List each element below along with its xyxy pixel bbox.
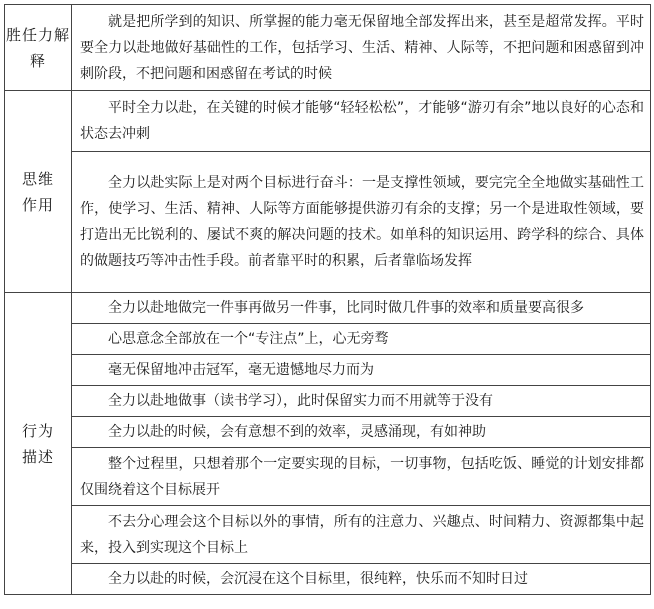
cell-text: 全力以赴的时候，会有意想不到的效率，灵感涌现，有如神助 xyxy=(108,424,486,440)
table-row xyxy=(5,417,651,448)
cell-text: 毫无保留地冲击冠军，毫无遗憾地尽力而为 xyxy=(108,362,374,378)
table-row xyxy=(5,386,651,417)
table-row xyxy=(5,564,651,595)
table-cell xyxy=(72,152,651,293)
cell-text: 全力以赴的时候，会沉浸在这个目标里，很纯粹，快乐而不知时日过 xyxy=(108,571,528,587)
row-heading-behavior xyxy=(5,293,72,595)
cell-text: 整个过程里，只想着那个一定要实现的目标，一切事物，包括吃饭、睡觉的计划安排都仅围绕着这个目标展开 xyxy=(80,455,644,498)
table-cell xyxy=(72,506,651,564)
cell-text: 不去分心理会这个目标以外的事情，所有的注意力、兴趣点、时间精力、资源都集中起来，投入到实现这个目标上 xyxy=(80,513,644,556)
row-heading-competency xyxy=(5,5,72,91)
cell-text: 全力以赴地做完一件事再做另一件事，比同时做几件事的效率和质量要高很多 xyxy=(108,300,584,316)
table-cell xyxy=(72,417,651,448)
heading-text: 思维 作用 xyxy=(21,169,54,214)
table-row xyxy=(5,448,651,506)
table-cell xyxy=(72,91,651,152)
competency-table xyxy=(4,4,651,595)
table-row xyxy=(5,293,651,324)
table-cell xyxy=(72,324,651,355)
heading-text: 行为 描述 xyxy=(21,421,54,466)
cell-text: 就是把所学到的知识、所掌握的能力毫无保留地全部发挥出来，甚至是超常发挥。平时要全力以赴地做好基础性的工作，包括学习、生活、精神、人际等，不把问题和困惑留到冲刺阶段，不把问题和困惑留在考试的时候 xyxy=(80,13,644,82)
cell-text: 全力以赴实际上是对两个目标进行奋斗：一是支撑性领域，要完完全全地做实基础性工作，使学习、生活、精神、人际等方面能够提供游刃有余的支撑；另一个是进取性领域，要打造出无比锐利的、屡试不爽的解决问题的技术。如单科的知识运用、跨学科的综合、具体的做题技巧等冲击性手段。前者靠平时的积累，后者靠临场发挥 xyxy=(80,175,644,269)
heading-text: 胜任力解释 xyxy=(5,25,70,70)
cell-text: 平时全力以赴，在关键的时候才能够“轻轻松松”，才能够“游刃有余”地以良好的心态和状态去冲刺 xyxy=(80,100,644,142)
table-cell xyxy=(72,5,651,91)
table-row xyxy=(5,355,651,386)
table-cell xyxy=(72,386,651,417)
table-row xyxy=(5,324,651,355)
table-row xyxy=(5,91,651,152)
table-cell xyxy=(72,564,651,595)
table-cell xyxy=(72,355,651,386)
cell-text: 全力以赴地做事（读书学习），此时保留实力而不用就等于没有 xyxy=(108,393,493,409)
table-cell xyxy=(72,293,651,324)
cell-text: 心思意念全部放在一个“专注点”上，心无旁骛 xyxy=(108,331,389,347)
row-heading-thinking xyxy=(5,91,72,293)
table-row xyxy=(5,5,651,91)
table-row xyxy=(5,152,651,293)
table-row xyxy=(5,506,651,564)
table-cell xyxy=(72,448,651,506)
